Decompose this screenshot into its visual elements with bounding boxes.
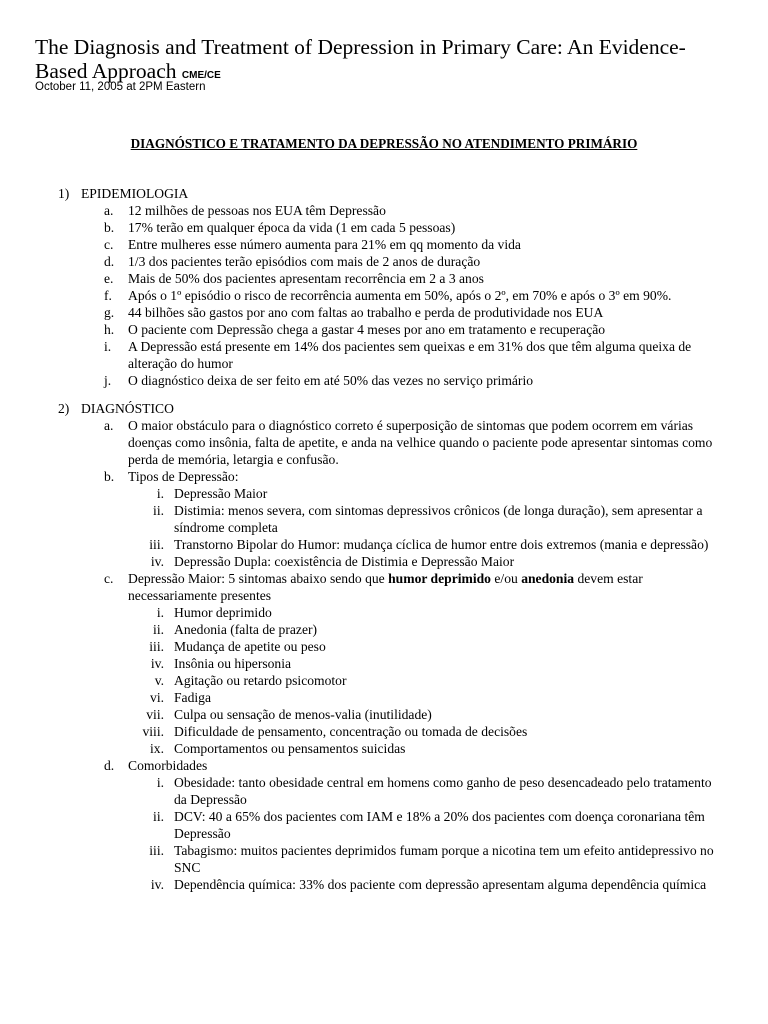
list-item: i. A Depressão está presente em 14% dos pacientes sem queixas e em 31% dos que têm alguma queixa de alteração do humor [104, 339, 692, 371]
sub-list-item: iv. Depressão Dupla: coexistência de Distimia e Depressão Maior [150, 554, 515, 569]
list-item: f. Após o 1º episódio o risco de recorrência aumenta em 50%, após o 2º, em 70% e após o 3º em 90%. [104, 288, 672, 303]
section-heading: DIAGNÓSTICO E TRATAMENTO DA DEPRESSÃO NO ATENDIMENTO PRIMÁRIO [130, 136, 638, 151]
list-item: h. O paciente com Depressão chega a gastar 4 meses por ano em tratamento e recuperação [104, 322, 606, 337]
sub-list-item: i. Obesidade: tanto obesidade central em homens como ganho de peso desencadeado pelo tratamento da Depressão [156, 775, 712, 807]
list-item: j. O diagnóstico deixa de ser feito em até 50% das vezes no serviço primário [104, 373, 534, 388]
list-item: g. 44 bilhões são gastos por ano com faltas ao trabalho e perda de produtividade nos EUA [104, 305, 604, 320]
sub-list-item: i. Depressão Maior [156, 486, 268, 501]
section-diagnostico [0, 400, 768, 893]
list-item: c. Depressão Maior: 5 sintomas abaixo sendo que humor deprimido e/ou anedonia devem estar necessariamente presentes [104, 571, 643, 603]
section-number: 1) [58, 186, 70, 201]
list-item: b. 17% terão em qualquer época da vida (1 em cada 5 pessoas) [104, 220, 456, 235]
list-item: d. Comorbidades [104, 758, 208, 773]
document-title: The Diagnosis and Treatment of Depression in Primary Care: An Evidence-Based Approach CME/CE [35, 35, 686, 83]
list-item: a. 12 milhões de pessoas nos EUA têm Depressão [104, 203, 386, 218]
section-epidemiologia [0, 185, 768, 389]
sub-list-item: iv. Insônia ou hipersonia [150, 656, 292, 671]
cme-tag: CME/CE [181, 70, 221, 81]
document-body [0, 185, 768, 893]
sub-list-item: i. Humor deprimido [156, 605, 272, 620]
section-title: EPIDEMIOLOGIA [81, 186, 189, 201]
sub-list-item: v. Agitação ou retardo psicomotor [154, 673, 347, 688]
sub-list-item: vii. Culpa ou sensação de menos-valia (inutilidade) [146, 707, 432, 722]
sub-list-item: ix. Comportamentos ou pensamentos suicidas [150, 741, 406, 756]
sub-list-item: ii. DCV: 40 a 65% dos pacientes com IAM e 18% a 20% dos pacientes com doença coronariana têm Depressão [153, 809, 705, 841]
list-item: e. Mais de 50% dos pacientes apresentam recorrência em 2 a 3 anos [104, 271, 484, 286]
list-item: c. Entre mulheres esse número aumenta para 21% em qq momento da vida [104, 237, 521, 252]
emphasis-anedonia: anedonia [521, 571, 575, 586]
emphasis-humor-deprimido: humor deprimido [388, 571, 491, 586]
sub-list-item: iii. Mudança de apetite ou peso [149, 639, 326, 654]
sub-list-item: vi. Fadiga [150, 690, 211, 705]
webinar-date: October 11, 2005 at 2PM Eastern [35, 81, 206, 93]
section-title: DIAGNÓSTICO [81, 401, 174, 416]
sub-list-item: iii. Transtorno Bipolar do Humor: mudança cíclica de humor entre dois extremos (mania e depressão) [149, 537, 709, 552]
list-item: b. Tipos de Depressão: [104, 469, 239, 484]
sub-list-item: iv. Dependência química: 33% dos paciente com depressão apresentam alguma dependência química [150, 877, 707, 892]
sub-list-item: viii. Dificuldade de pensamento, concentração ou tomada de decisões [142, 724, 528, 739]
section-number: 2) [58, 401, 70, 416]
list-item: d. 1/3 dos pacientes terão episódios com mais de 2 anos de duração [104, 254, 481, 269]
sub-list-item: ii. Distimia: menos severa, com sintomas depressivos crônicos (de longa duração), sem apresentar a síndrome completa [153, 503, 703, 535]
list-item: a. O maior obstáculo para o diagnóstico correto é superposição de sintomas que podem ocorrem em várias doenças como insônia, falta de apetite, e anda na velhice quando o paciente pode apresentar sintomas como perda de memória, letargia e confusão. [104, 418, 713, 467]
sub-list-item: iii. Tabagismo: muitos pacientes deprimidos fumam porque a nicotina tem um efeito antidepressivo no SNC [149, 843, 714, 875]
sub-list-item: ii. Anedonia (falta de prazer) [153, 622, 318, 637]
